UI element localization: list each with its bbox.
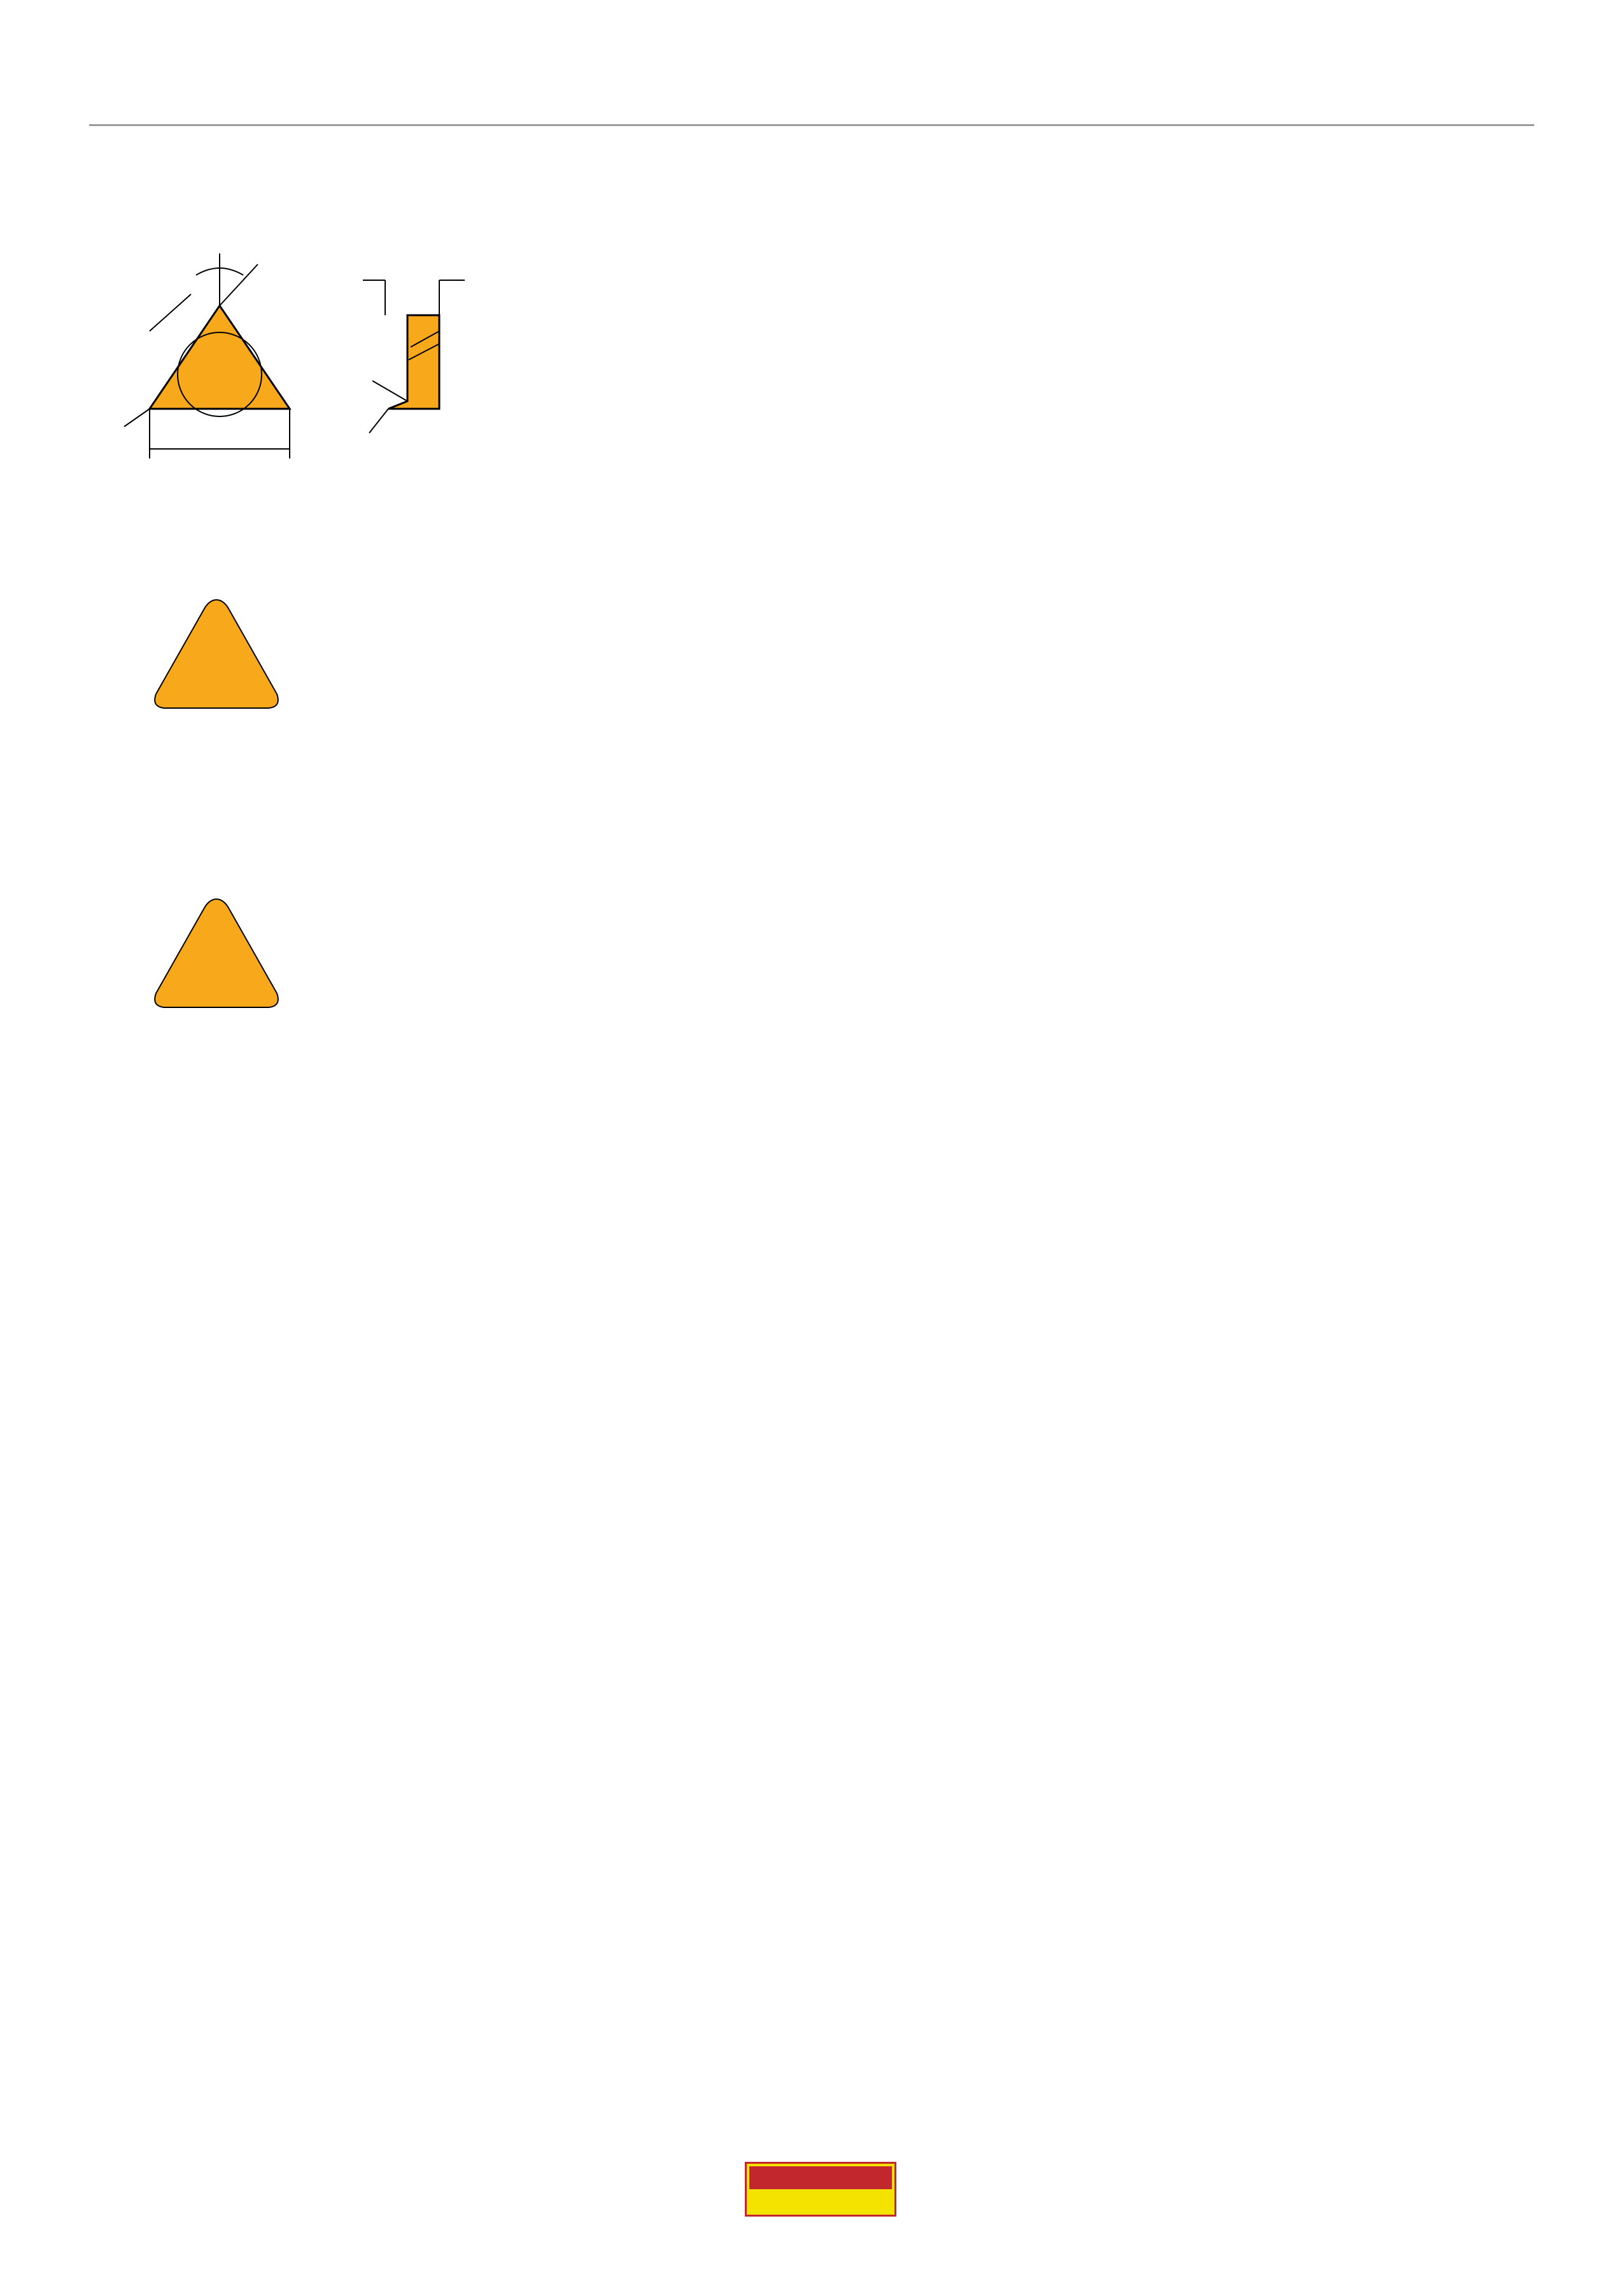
tpun-insert-icon <box>146 592 286 716</box>
section-sidebar <box>1545 0 1624 2279</box>
tpgn-insert-icon <box>146 891 286 1016</box>
sandvik-logo <box>745 2162 896 2217</box>
logo-line-1 <box>749 2166 892 2189</box>
